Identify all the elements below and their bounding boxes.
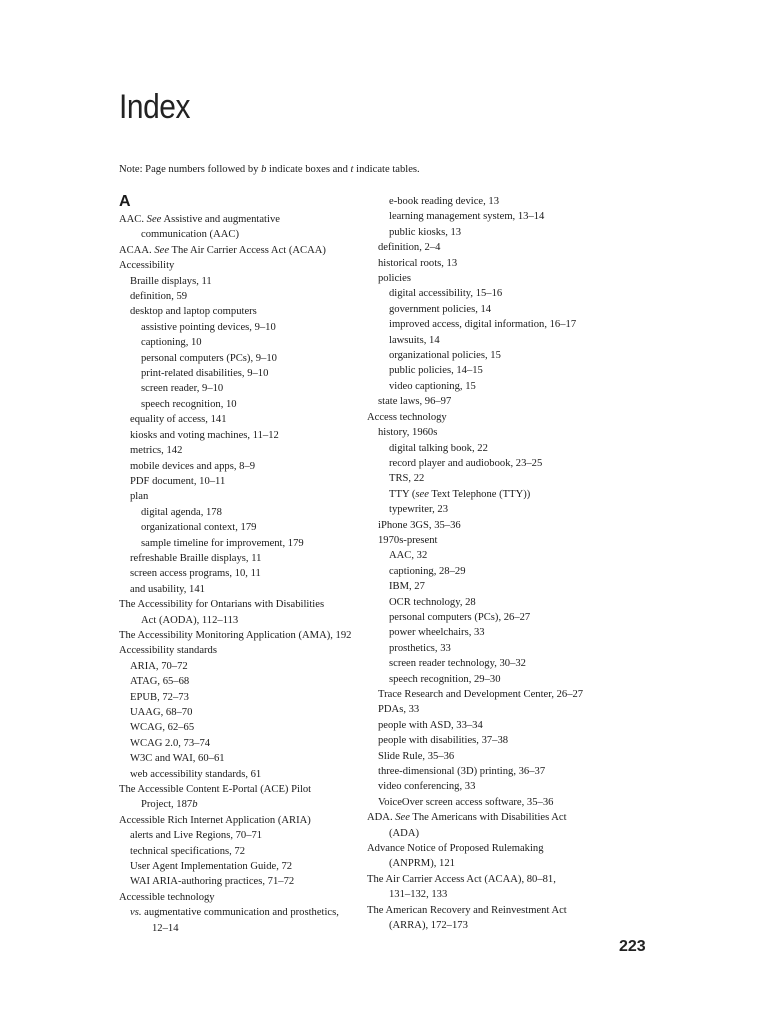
index-entry [119,397,351,412]
index-entry-text: record player and audiobook, 23–25 [389,457,543,469]
index-entry [367,271,607,286]
index-entry [367,256,607,271]
index-entry [119,351,351,366]
index-entry-text: public kiosks, 13 [389,226,462,238]
index-entry-text: Advance Notice of Proposed Rulemaking [367,843,544,855]
index-entry-text: PDAs, 33 [378,704,420,716]
index-entry-text: ARIA, 70–72 [130,660,188,672]
index-entry-text: TRS, 22 [389,473,425,485]
index-entry-text: technical specifications, 72 [130,845,246,857]
index-entry-text: (ARRA), 172–173 [389,920,468,932]
note-text-pre: Note: Page numbers followed by [119,164,262,175]
index-entry [367,795,607,810]
index-entry [119,566,351,581]
index-entry-text: 12–14 [152,922,179,934]
index-entry [367,687,607,702]
index-entry-text: captioning, 10 [141,337,202,349]
page-number: 223 [619,938,646,955]
index-entry-text: User Agent Implementation Guide, 72 [130,861,293,873]
index-entry-text: Assistive and augmentative [161,214,280,225]
index-entry [367,518,607,533]
index-entry [119,320,351,335]
index-entry [367,471,607,486]
index-entry-italic-text: b [192,799,198,811]
index-entry-text: definition, 2–4 [378,242,441,254]
index-entry [119,628,351,643]
index-entry-text: public policies, 14–15 [389,365,483,377]
index-entry-text: EPUB, 72–73 [130,691,189,703]
index-entry-text: The Americans with Disabilities Act [409,812,567,824]
index-entry-continuation [119,613,351,628]
index-entry [119,335,351,350]
index-entry [367,672,607,687]
index-entry-text: AAC, 32 [389,550,428,562]
index-entry-italic-text: See [395,812,410,824]
index-entry [119,844,351,859]
index-entry [367,441,607,456]
index-entry-text: Project, 187 [141,799,193,811]
index-entry [119,674,351,689]
index-entry-text: typewriter, 23 [389,504,448,516]
index-entry-text: history, 1960s [378,427,438,439]
index-entry-continuation [367,918,607,933]
index-entry [367,317,607,332]
index-entry-text: PDF document, 10–11 [130,475,226,487]
index-entry-text: WCAG, 62–65 [130,722,195,734]
index-entry [367,379,607,394]
index-entry [367,903,607,918]
index-entry-text: Trace Research and Development Center, 26–27 [378,689,584,700]
index-entry-text: learning management system, 13–14 [389,211,545,223]
page-title: Index [119,88,191,126]
index-entry-text: ATAG, 65–68 [130,676,190,688]
index-entry-text: equality of access, 141 [130,414,227,426]
index-entry [119,459,351,474]
index-entry-text: WAI ARIA-authoring practices, 71–72 [130,876,295,888]
index-entry-text: people with disabilities, 37–38 [378,735,509,747]
index-entry [367,702,607,717]
section-letter: A [119,193,131,210]
index-entry-text: e-book reading device, 13 [389,196,500,207]
index-entry [367,286,607,301]
index-entry [367,456,607,471]
index-entry [119,705,351,720]
index-entry [119,520,351,535]
index-entry [367,548,607,563]
index-entry-text: communication (AAC) [141,229,239,241]
index-entry-text: power wheelchairs, 33 [389,627,485,639]
index-entry [367,363,607,378]
index-entries-right [367,194,607,934]
index-entry [119,381,351,396]
index-entry [119,659,351,674]
index-entry [119,304,351,319]
index-entry [119,412,351,427]
index-entry-text: 131–132, 133 [389,889,448,901]
index-entry [367,487,607,502]
index-entry-text: print-related disabilities, 9–10 [141,368,269,380]
index-entry [367,394,607,409]
index-entry-continuation [367,826,607,841]
index-entry [119,597,351,612]
index-entry-continuation [367,887,607,902]
index-entry [119,489,351,504]
index-column-right [367,194,607,934]
index-entry-text: ADA. [367,812,396,824]
index-entry [119,859,351,874]
index-entry [367,209,607,224]
index-entry-text: sample timeline for improvement, 179 [141,537,304,549]
index-entry [367,194,607,209]
index-entry-text: UAAG, 68–70 [130,707,193,718]
index-entry-text: Accessible Rich Internet Application (ARIA) [119,814,311,826]
index-entry-text: captioning, 28–29 [389,565,466,577]
index-entry [119,551,351,566]
index-entry-text: iPhone 3GS, 35–36 [378,519,461,531]
index-entry [119,690,351,705]
index-entry-text: refreshable Braille displays, 11 [130,552,262,564]
index-entry [119,643,351,658]
index-entry-text: speech recognition, 29–30 [389,673,501,685]
index-entry-text: policies [378,273,411,285]
index-entry-text: (ANPRM), 121 [389,858,455,870]
index-entry [367,749,607,764]
index-entry [367,579,607,594]
index-entry [367,564,607,579]
index-entry-text: Slide Rule, 35–36 [378,750,455,762]
note-text-post: indicate tables. [353,164,420,175]
index-entry [367,764,607,779]
index-entry-italic-text: vs. [130,907,142,919]
index-entry [119,243,351,258]
index-entry-text: video conferencing, 33 [378,781,476,793]
index-entry-text: (ADA) [389,827,420,839]
index-entry-text: speech recognition, 10 [141,398,237,410]
index-entry-text: mobile devices and apps, 8–9 [130,460,256,472]
index-entry [119,536,351,551]
index-entry-text: screen access programs, 10, 11 [130,568,261,580]
index-entry [119,813,351,828]
index-entry-text: organizational policies, 15 [389,350,501,362]
index-entry [367,425,607,440]
index-entry [367,595,607,610]
index-entry-text: VoiceOver screen access software, 35–36 [378,796,554,808]
index-entry-text: digital agenda, 178 [141,506,222,518]
index-entry-text: alerts and Live Regions, 70–71 [130,830,263,842]
index-entry [119,289,351,304]
index-entry-text: TTY ( [389,488,416,500]
index-entry-text: The Accessibility Monitoring Application (AMA), 192 [119,629,352,641]
index-entry-text: people with ASD, 33–34 [378,719,483,731]
index-entry-text: OCR technology, 28 [389,596,476,608]
index-entry-text: Accessible technology [119,891,215,903]
note-b: b [261,164,267,175]
index-entry [119,767,351,782]
index-entry-text: digital talking book, 22 [389,442,488,454]
index-entry [367,625,607,640]
index-entry-text: and usability, 141 [130,583,205,595]
index-entry-italic-text: See [154,244,170,256]
index-entry [119,720,351,735]
index-entry [119,782,351,797]
index-entry-text: The American Recovery and Reinvestment Act [367,904,567,916]
index-entry-text: Accessibility [119,260,175,272]
index-entry-italic-text: see [415,488,429,500]
index-entry [119,505,351,520]
index-entry [119,443,351,458]
index-entry-text: W3C and WAI, 60–61 [130,753,225,765]
index-entry [367,733,607,748]
index-entry-text: digital accessibility, 15–16 [389,288,503,300]
index-entry-text: metrics, 142 [130,445,183,457]
index-entry [367,641,607,656]
index-entry-text: organizational context, 179 [141,522,257,534]
index-entry [367,302,607,317]
index-entry-text: 1970s-present [378,534,438,546]
index-entry-text: WCAG 2.0, 73–74 [130,737,211,749]
index-entry [367,718,607,733]
index-entry [367,225,607,240]
index-note [119,163,420,177]
index-entry [119,736,351,751]
index-entry-text: assistive pointing devices, 9–10 [141,321,276,333]
index-entry-text: Accessibility standards [119,645,217,657]
index-entry-continuation [119,227,351,242]
index-entries-left [119,212,351,936]
index-entry-text: IBM, 27 [389,581,425,593]
index-entry-italic-text: See [146,214,162,225]
index-entry-text: augmentative communication and prosthetics, [141,907,339,919]
index-entry-text: historical roots, 13 [378,257,458,269]
index-entry [367,810,607,825]
index-entry-continuation [367,856,607,871]
index-entry-text: The Air Carrier Access Act (ACAA) [169,244,326,256]
index-entry [119,751,351,766]
index-entry [119,582,351,597]
index-entry [119,828,351,843]
note-text-mid: indicate boxes and [266,164,351,175]
index-entry [367,841,607,856]
index-entry [119,258,351,273]
index-entry [367,502,607,517]
index-entry [367,410,607,425]
index-entry-continuation [119,921,351,936]
index-entry-text: Act (AODA), 112–113 [141,614,239,626]
index-entry-text: video captioning, 15 [389,380,476,392]
note-t: t [350,164,354,175]
index-entry-text: three-dimensional (3D) printing, 36–37 [378,766,546,778]
index-entry-text: personal computers (PCs), 26–27 [389,611,531,623]
index-entry [119,212,351,227]
index-entry-text: screen reader, 9–10 [141,383,224,395]
index-entry [367,348,607,363]
index-entry-text: lawsuits, 14 [389,334,440,346]
index-entry [119,474,351,489]
index-entry-text: state laws, 96–97 [378,396,452,408]
index-entry [119,905,351,920]
index-entry-continuation [119,797,351,812]
index-entry-text: plan [130,491,149,503]
index-entry-text: prosthetics, 33 [389,642,451,654]
index-entry-text: ACAA. [119,244,155,256]
index-entry-text: desktop and laptop computers [130,306,257,318]
index-entry-text: Braille displays, 11 [130,275,212,287]
index-entry-text: Text Telephone (TTY)) [428,488,531,500]
index-entry [367,872,607,887]
index-entry-text: Access technology [367,411,447,423]
index-entry [119,428,351,443]
index-entry [367,779,607,794]
index-entry [367,240,607,255]
index-entry-text: AAC. [119,214,147,225]
index-entry-text: screen reader technology, 30–32 [389,658,526,670]
index-entry-text: personal computers (PCs), 9–10 [141,352,277,364]
index-entry-text: The Accessibility for Ontarians with Disabilities [119,599,325,611]
index-entry [119,890,351,905]
index-entry-text: kiosks and voting machines, 11–12 [130,429,279,441]
index-entry-text: The Air Carrier Access Act (ACAA), 80–81, [367,873,556,885]
index-column-left [119,194,351,936]
index-entry [367,656,607,671]
index-entry-text: web accessibility standards, 61 [130,768,262,780]
index-entry [119,874,351,889]
index-entry [367,333,607,348]
index-entry-text: definition, 59 [130,291,188,303]
index-entry [367,610,607,625]
index-entry [119,274,351,289]
index-entry [119,366,351,381]
index-entry-text: government policies, 14 [389,303,492,315]
index-entry-text: The Accessible Content E-Portal (ACE) Pilot [119,784,312,796]
index-entry-text: improved access, digital information, 16–17 [389,319,577,331]
index-entry [367,533,607,548]
